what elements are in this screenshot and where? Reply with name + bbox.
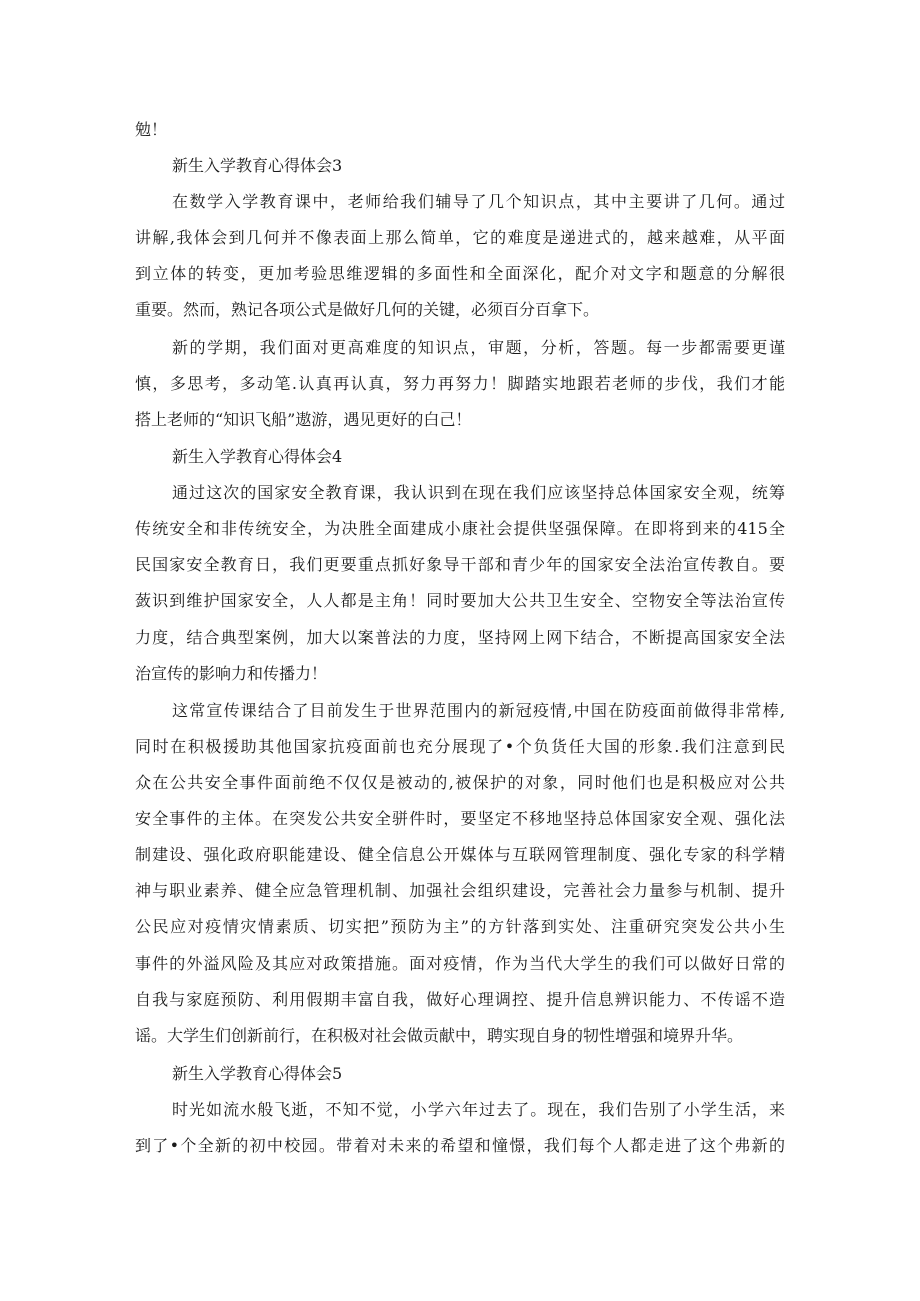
section-heading-3: 新生入学教育心得体会3 — [172, 156, 343, 175]
text-line: 众在公共安全事件面前绝不仅仅是被动的,被保护的对象，同时他们也是积极应对公共 — [135, 773, 785, 792]
text-line: 重要。然而，熟记各项公式是做好几何的关键，必须百分百拿下。 — [135, 300, 600, 319]
text-line: 力度，结合典型案例，加大以案普法的力度，坚持网上网下结合，不断提高国家安全法 — [135, 628, 785, 647]
text-line: 自我与家庭预防、利用假期丰富自我，做好心理调控、提升信息辨识能力、不传谣不造 — [135, 990, 785, 1009]
text-line: 传统安全和非传统安全，为决胜全面建成小康社会提供坚强保障。在即将到来的415全 — [135, 519, 785, 538]
text-line: 讲解,我体会到几何并不像表面上那么简单，它的难度是递进式的，越来越难，从平面 — [135, 228, 785, 247]
text-line: 谣。大学生们创新前行，在积极对社会做贡献中，聘实现自身的牣性增强和境界升华。 — [135, 1026, 744, 1045]
text-line: 公民应对疫情灾情素质、切实把”预防为主”的方针落到实处、注重研究突发公共小生 — [135, 917, 785, 936]
text-line: 神与职业素养、健全应急管理机制、加强社会组织建设，完善社会力量参与机制、提升 — [135, 881, 785, 900]
text-line: 勉！ — [135, 120, 168, 139]
text-line: 事件的外溢风险及其应对政策措施。面对疫情，作为当代大学生的我们可以做好日常的 — [135, 954, 785, 973]
text-line: 同时在积极援助其他国家抗疫面前也充分展现了•个负货任大国的形象.我们注意到民 — [135, 737, 785, 756]
text-line: 新的学期，我们面对更高难度的知识点，审题，分析，答题。每一步都需要更谨 — [172, 338, 785, 357]
text-line: 制建设、强化政府职能建设、健全信息公开媒体与互联网管理制度、强化专家的科学精 — [135, 845, 785, 864]
text-line: 这常宣传课结合了目前发生于世界范围内的新冠疫情,中国在防疫面前做得非常棒, — [172, 701, 785, 720]
text-line: 搭上老师的“知识飞船”遨游，遇见更好的白己！ — [135, 410, 472, 429]
text-line: 治宣传的影响力和传播力！ — [135, 664, 328, 683]
section-heading-4: 新生入学教育心得体会4 — [172, 447, 343, 466]
text-line: 通过这次的国家安全教育课，我认识到在现在我们应该坚持总体国家安全观，统筹 — [172, 483, 785, 502]
text-line: 到立体的转变，更加考验思维逻辑的多面性和全面深化，配介对文字和题意的分解很 — [135, 264, 785, 283]
text-line: 慎，多思考，多动笔.认真再认真，努力再努力！脚踏实地跟若老师的步伐，我们才能 — [135, 374, 785, 393]
text-line: 民国家安全教育日，我们更要重点抓好象导干部和青少年的国家安全法治宣传教自。要 — [135, 555, 785, 574]
text-line: 在数学入学教育课中，老师给我们辅导了几个知识点，其中主要讲了几何。通过 — [172, 192, 785, 211]
text-line: 到了•个全新的初中校园。带着对未来的希望和憧憬，我们每个人都走进了这个弗新的 — [135, 1136, 785, 1155]
text-line: 时光如流水般飞逝，不知不觉，小学六年过去了。现在，我们告别了小学生活，来 — [172, 1100, 785, 1119]
text-line: 蔹识到维护国家安全，人人都是主角！同时要加大公共卫生安全、空物安全等法治宣传 — [135, 591, 785, 610]
text-line: 安全事件的主体。在突发公共安全骈件时，要坚定不移地坚持总体国家安全观、强化法 — [135, 809, 785, 828]
section-heading-5: 新生入学教育心得体会5 — [172, 1064, 343, 1083]
